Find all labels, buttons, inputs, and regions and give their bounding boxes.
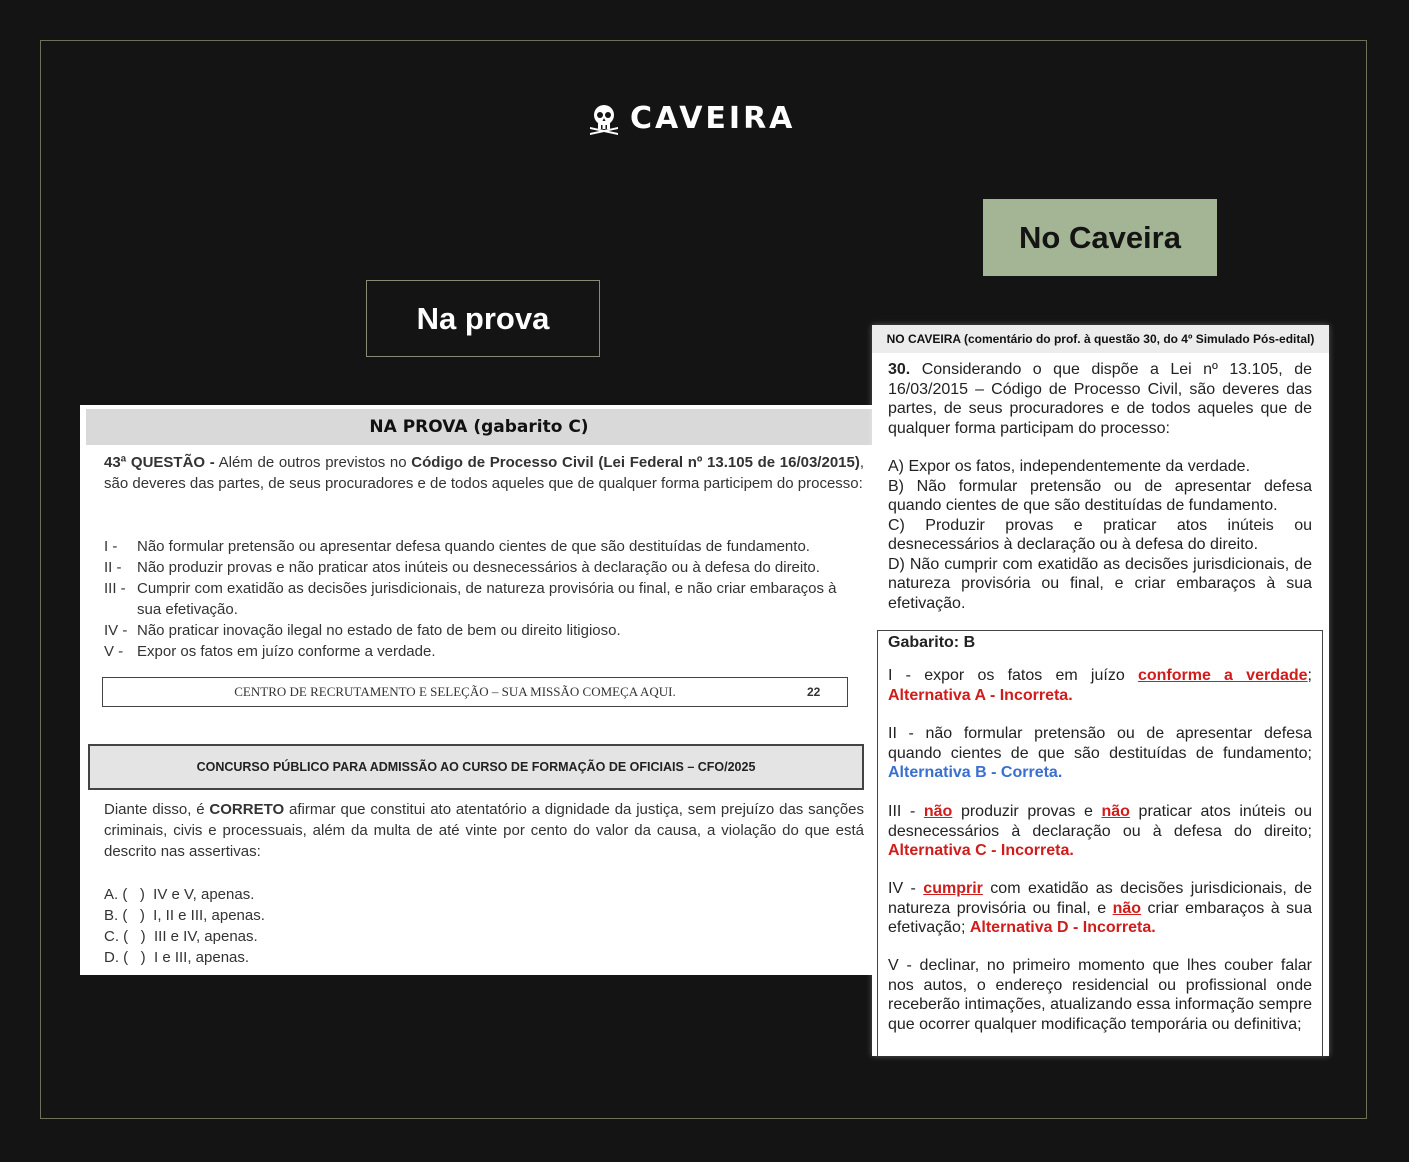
exam-document (80, 405, 872, 975)
list-item (104, 578, 864, 620)
underlined-term: conforme a verdade (1137, 667, 1308, 684)
comment-text: IV - (888, 880, 916, 897)
label-na-prova: Na prova (366, 280, 600, 357)
statement-text-a: Diante disso, é (104, 801, 205, 818)
item-number: IV - (104, 622, 128, 639)
verdict-incorrect: Alternativa D - Incorreta. (969, 919, 1156, 936)
verdict-incorrect: Alternativa C - Incorreta. (888, 842, 1074, 859)
caveira-question (888, 360, 1312, 438)
caveira-logo (588, 100, 795, 138)
item-number: I - (104, 538, 118, 555)
assertion-list (104, 536, 864, 662)
alternative: D) Não cumprir com exatidão as decisões jurisdicionais, de natureza provisória ou final, e criar embaraços à sua efetivação. (888, 555, 1312, 612)
alternative: A) Expor os fatos, independentemente da verdade. (888, 458, 1251, 475)
item-number: V - (104, 643, 124, 660)
list-item (104, 536, 864, 557)
statement-bold: CORRETO (209, 801, 285, 818)
comment-text: praticar atos inúteis ou desnecessários à declaração ou à defesa do direito; (888, 803, 1312, 840)
comment-i (888, 666, 1312, 705)
list-item (104, 620, 864, 641)
question-text: Considerando o que dispõe a Lei nº 13.105, de 16/03/2015 – Código de Processo Civil, são deveres das partes, de seus procuradores e de todos aqueles que de qualquer forma participam do processo: (888, 361, 1312, 437)
comment-iii (888, 802, 1312, 861)
comment-text: III - (888, 803, 916, 820)
alternative: C) Produzir provas e praticar atos inúteis ou desnecessários à declaração ou à defesa do direito. (888, 516, 1312, 553)
caveira-header: NO CAVEIRA (comentário do prof. à questão 30, do 4º Simulado Pós-edital) (872, 325, 1329, 353)
question-statement (104, 799, 864, 862)
logo-text: CAVEIRA (630, 101, 796, 136)
answer-key: Gabarito: B (888, 634, 976, 651)
answer-options (104, 884, 265, 968)
answer-option: A. ( ) IV e V, apenas. (104, 886, 255, 903)
verdict-correct: Alternativa B - Correta. (888, 764, 1063, 781)
list-item (104, 641, 864, 662)
item-text: Não praticar inovação ilegal no estado de fato de bem ou direito litigioso. (137, 622, 621, 639)
comment-ii (888, 724, 1312, 783)
statement-text-b: afirmar que constitui ato atentatório a dignidade da justiça, sem prejuízo das sanções criminais, civis e processuais, além da multa de até vinte por cento do valor da causa, a violação do que está descrito nas assertivas: (104, 801, 864, 860)
comment-v (888, 956, 1312, 1034)
comment-text: I - expor os fatos em juízo (888, 667, 1125, 684)
comment-text: II - não formular pretensão ou de apresentar defesa quando cientes de que são destituídas de fundamento; (888, 725, 1312, 762)
comment-text: com exatidão as decisões jurisdicionais, de natureza provisória ou final, e (888, 880, 1312, 917)
skull-icon (588, 103, 620, 135)
page-number: 22 (807, 685, 821, 699)
question-intro (104, 452, 864, 494)
item-number: III - (104, 580, 126, 597)
question-label: 43ª QUESTÃO - (104, 454, 215, 471)
caveira-document (872, 325, 1329, 1056)
comment-text: ; (1307, 667, 1312, 684)
underlined-term: não (923, 803, 953, 820)
item-text: Não formular pretensão ou apresentar defesa quando cientes de que são destituídas de fundamento. (137, 538, 810, 555)
answer-option: C. ( ) III e IV, apenas. (104, 928, 258, 945)
answer-option: D. ( ) I e III, apenas. (104, 949, 250, 966)
underlined-term: não (1112, 899, 1142, 917)
label-no-caveira: No Caveira (983, 199, 1217, 276)
item-number: II - (104, 559, 122, 576)
page-footer (102, 677, 848, 707)
comment-text: criar embaraços à sua efetivação; (888, 899, 1312, 936)
caveira-alternatives (888, 457, 1312, 613)
list-item (104, 557, 864, 578)
item-text: Cumprir com exatidão as decisões jurisdicionais, de natureza provisória ou final, e não criar embaraços à sua efetivação. (137, 580, 837, 618)
verdict-incorrect: Alternativa A - Incorreta. (888, 686, 1073, 704)
underlined-term: não (1101, 803, 1130, 820)
item-text: Não produzir provas e não praticar atos inúteis ou desnecessários à declaração ou à defesa do direito. (137, 559, 820, 576)
answer-option: B. ( ) I, II e III, apenas. (104, 907, 265, 924)
alternative: B) Não formular pretensão ou de apresentar defesa quando cientes de que são destituídas de fundamento. (888, 477, 1312, 514)
item-text: Expor os fatos em juízo conforme a verdade. (137, 643, 436, 660)
contest-title: CONCURSO PÚBLICO PARA ADMISSÃO AO CURSO DE FORMAÇÃO DE OFICIAIS – CFO/2025 (88, 744, 864, 790)
question-number: 30. (888, 361, 911, 378)
intro-text-a: Além de outros previstos no (218, 454, 407, 471)
exam-header: NA PROVA (gabarito C) (86, 409, 872, 445)
comment-iv (888, 879, 1312, 938)
intro-bold: Código de Processo Civil (Lei Federal nº 13.105 de 16/03/2015) (411, 454, 860, 471)
comment-text: V - declinar, no primeiro momento que lhes couber falar nos autos, o endereço residencial ou profissional onde receberão intimações, atualizando essa informação sempre que ocorrer qualquer modificação temporária ou definitiva; (888, 957, 1312, 1033)
comment-text: produzir provas e (960, 803, 1093, 820)
underlined-term: cumprir (923, 880, 983, 897)
intro-text-b: , são deveres das partes, de seus procuradores e de todos aqueles que de qualquer forma participem do processo: (104, 454, 865, 492)
footer-text: CENTRO DE RECRUTAMENTO E SELEÇÃO – SUA MISSÃO COMEÇA AQUI. (234, 684, 676, 699)
